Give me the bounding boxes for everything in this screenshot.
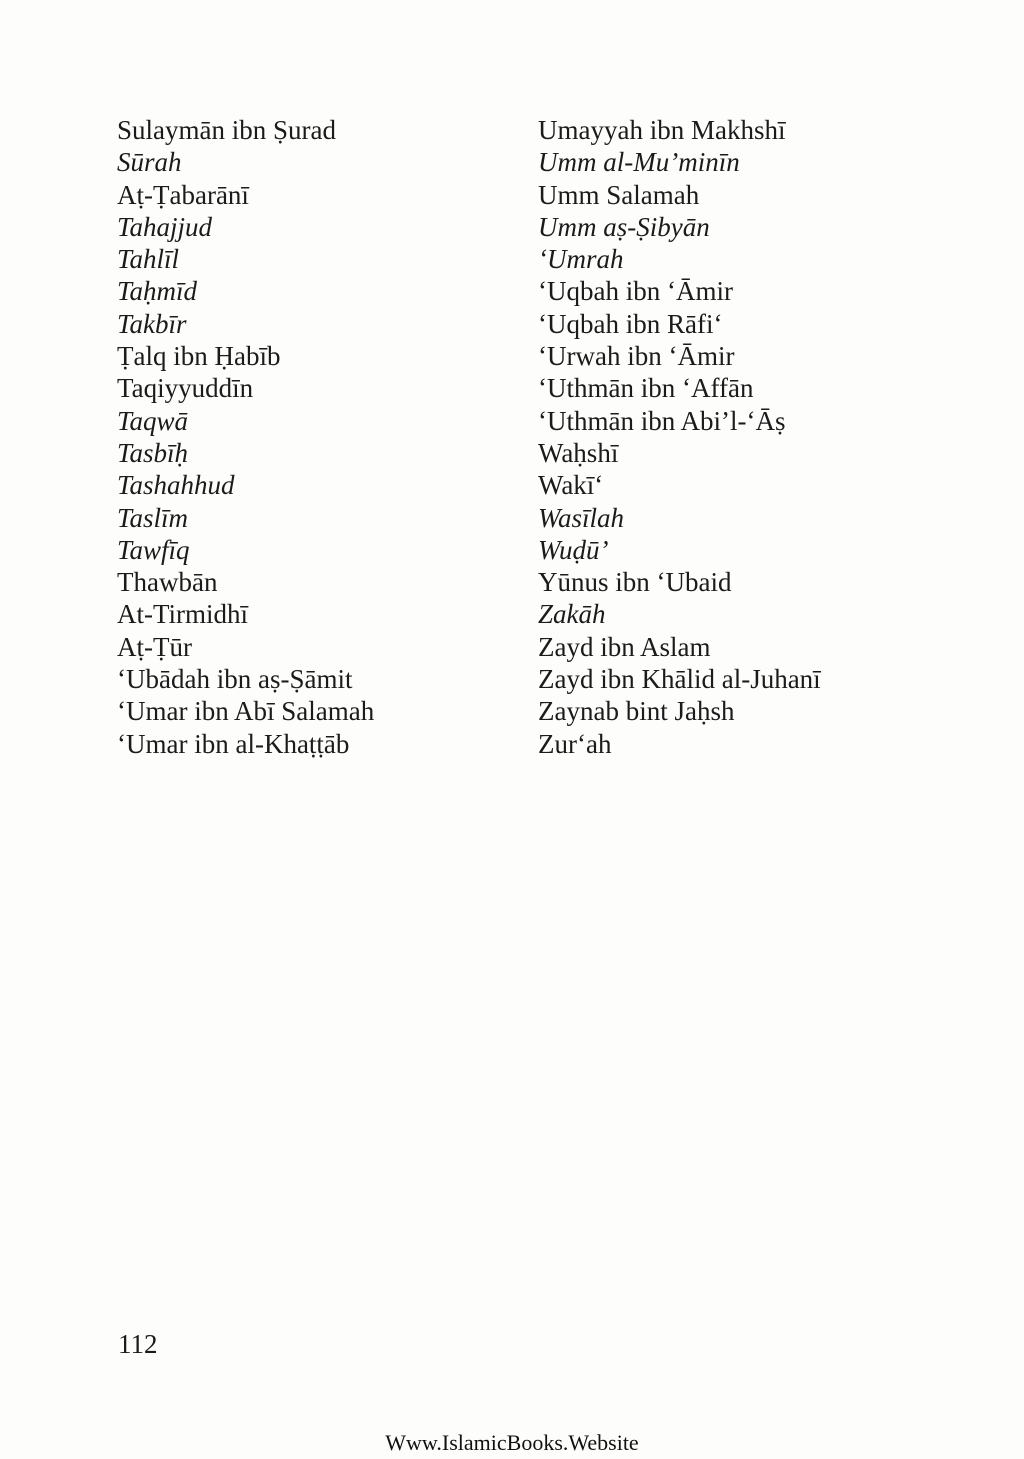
index-entry: ‘Urwah ibn ‘Āmir [538, 341, 735, 372]
index-entry: Umm aṣ-Ṣibyān [538, 211, 710, 242]
index-entry: Taslīm [117, 502, 189, 533]
index-entry: Aṭ-Ṭūr [117, 631, 192, 662]
index-entry: Taqiyyuddīn [117, 373, 254, 404]
index-column-left [117, 114, 497, 760]
index-entry: Tawfīq [117, 534, 190, 565]
index-entry: Wakī‘ [538, 470, 604, 501]
index-entry: Zayd ibn Khālid al-Juhanī [538, 664, 821, 695]
footer-website: Www.IslamicBooks.Website [385, 1430, 639, 1455]
index-entry: Zayd ibn Aslam [538, 631, 711, 662]
index-entry: ‘Uthmān ibn ‘Affān [538, 373, 754, 404]
index-entry: Taqwā [117, 405, 189, 436]
index-entry: Taḥmīd [117, 276, 198, 307]
index-entry: Umayyah ibn Makhshī [538, 115, 786, 145]
index-entry: Zakāh [538, 599, 606, 630]
index-column-right [538, 114, 978, 760]
index-entry: Tasbīḥ [117, 437, 189, 468]
index-entry: ‘Ubādah ibn aṣ-Ṣāmit [117, 664, 353, 695]
index-entry: Waḥshī [538, 437, 619, 468]
index-entry: Ṭalq ibn Ḥabīb [117, 341, 281, 372]
index-entry: Yūnus ibn ‘Ubaid [538, 567, 732, 598]
index-entry: Tahajjud [117, 211, 213, 242]
index-entry: ‘Uqbah ibn Rāfi‘ [538, 308, 723, 339]
index-entry: Wasīlah [538, 502, 625, 533]
index-entry: Takbīr [117, 308, 187, 339]
page-number: 112 [118, 1329, 158, 1359]
index-entry: Sūrah [117, 147, 182, 178]
index-entry: Thawbān [117, 567, 218, 598]
index-entry: Aṭ-Ṭabarānī [117, 179, 249, 210]
index-entry: Umm Salamah [538, 179, 700, 210]
index-entry: ‘Umar ibn Abī Salamah [117, 696, 375, 727]
index-entry: ‘Umar ibn al-Khaṭṭāb [117, 728, 350, 759]
index-entry: Wuḍū’ [538, 534, 609, 565]
index-entry: Tashahhud [117, 470, 235, 501]
index-entry: ‘Uthmān ibn Abi’l-‘Āṣ [538, 405, 786, 436]
index-entry: Zur‘ah [538, 728, 612, 759]
index-entry: Umm al-Mu’minīn [538, 147, 740, 178]
index-entry: Tahlīl [117, 244, 180, 275]
index-entry: ‘Uqbah ibn ‘Āmir [538, 276, 733, 307]
index-entry: At-Tirmidhī [117, 599, 249, 630]
index-entry: Zaynab bint Jaḥsh [538, 696, 735, 727]
index-entry: Sulaymān ibn Ṣurad [117, 115, 336, 145]
index-entry: ‘Umrah [538, 244, 624, 275]
